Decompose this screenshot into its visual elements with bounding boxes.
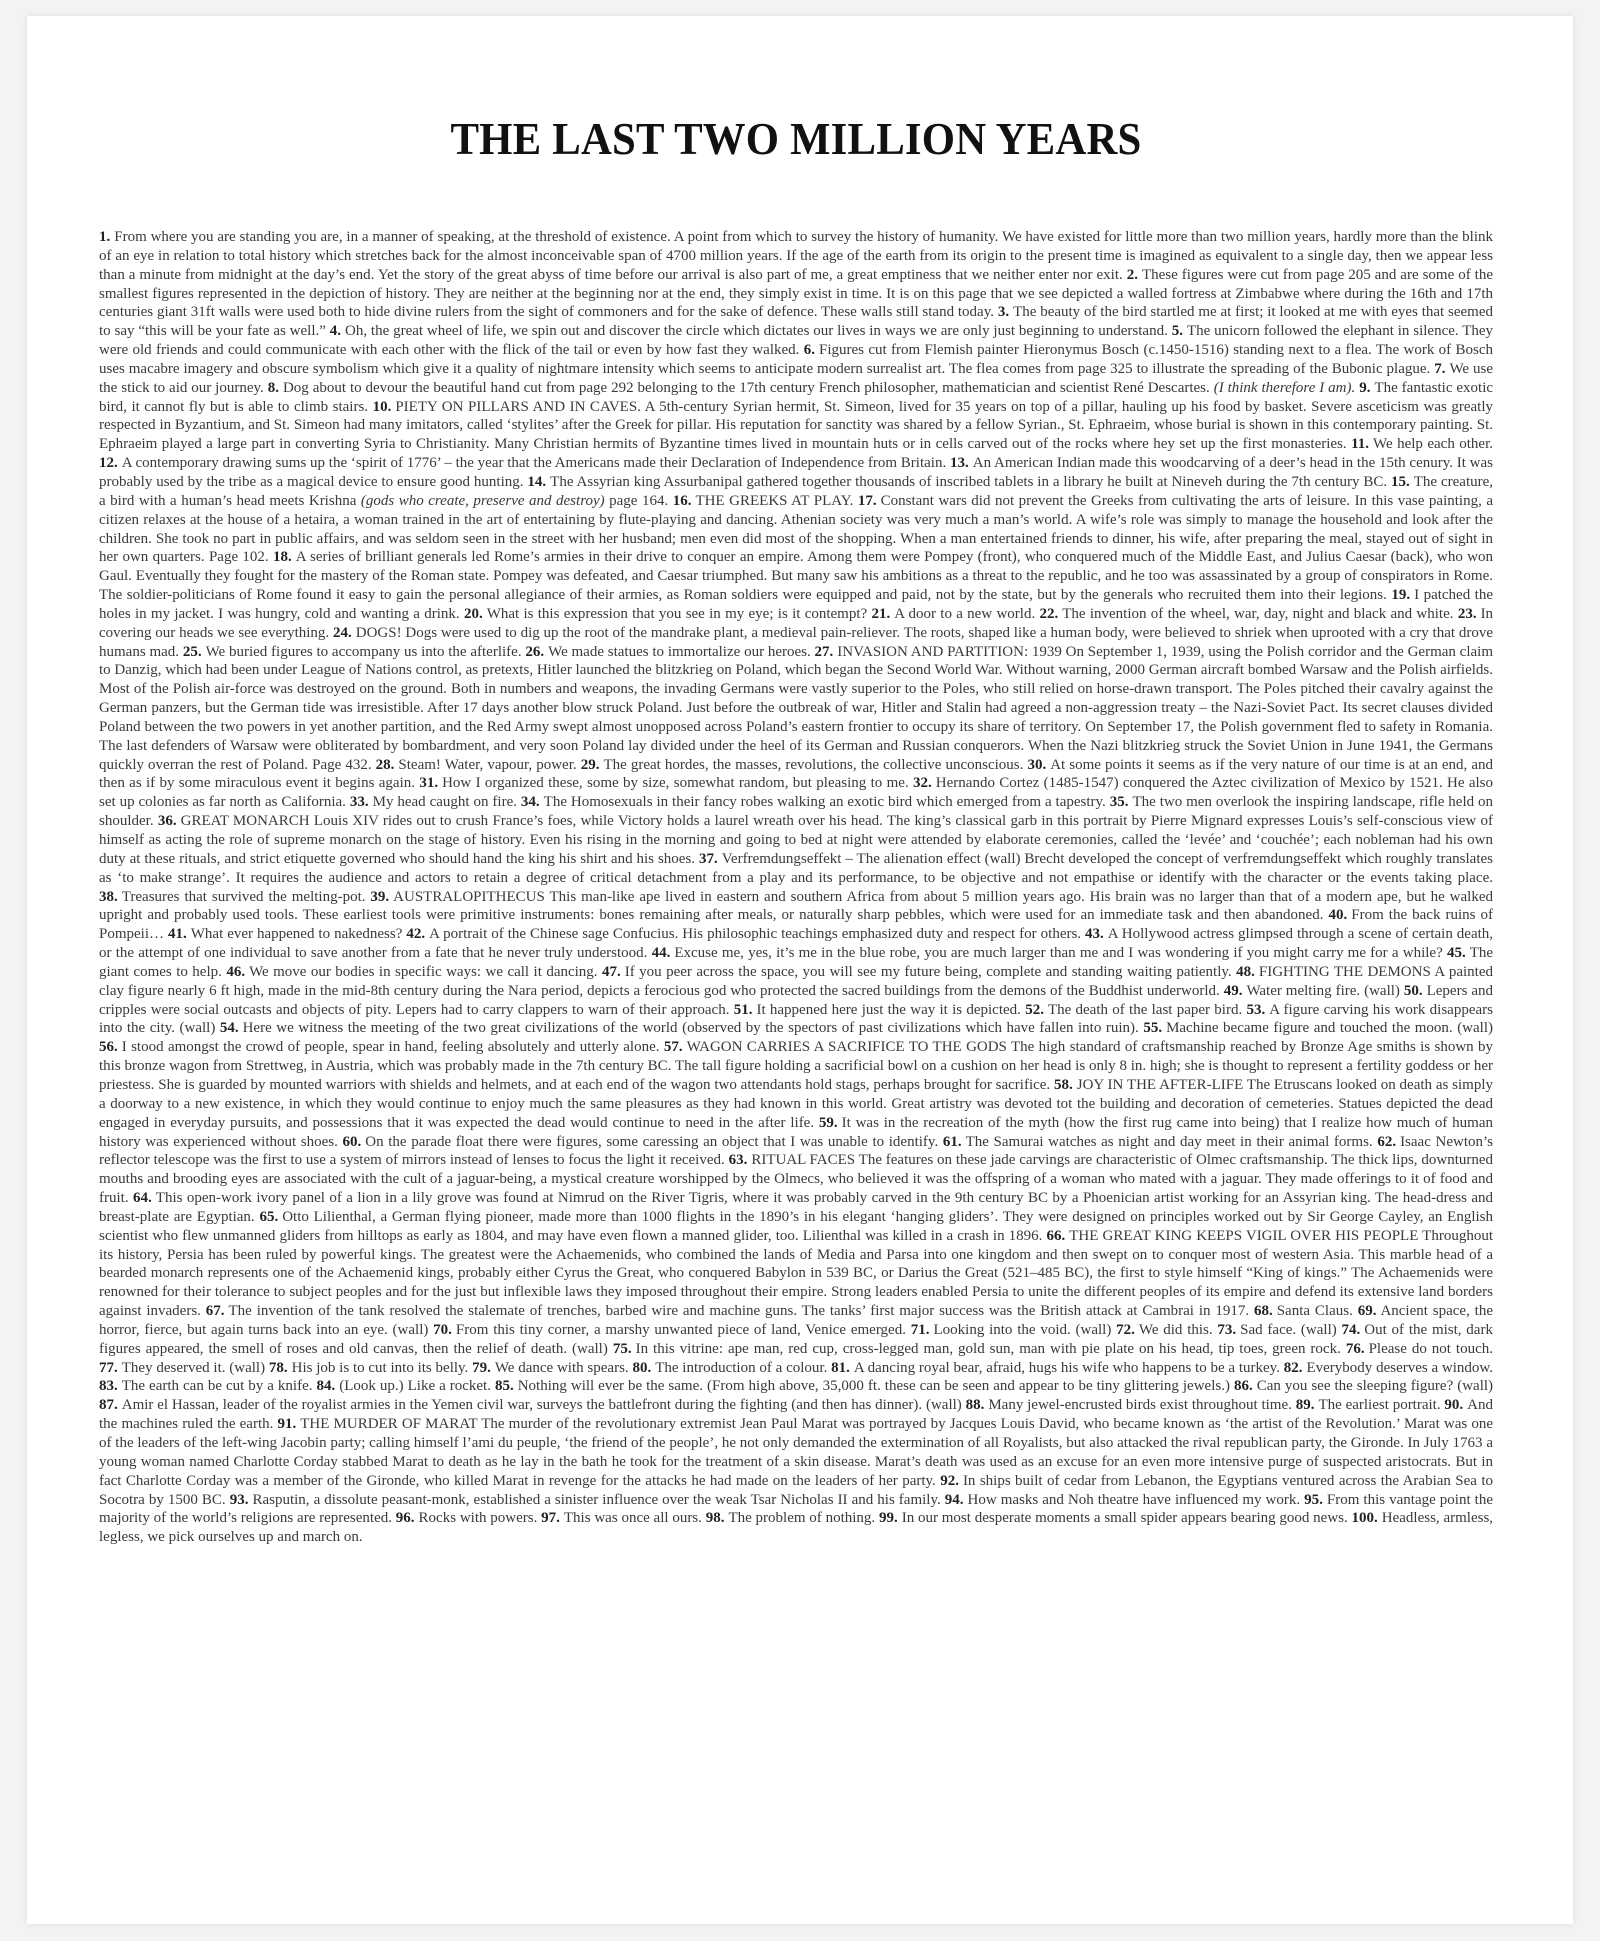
entry-text: Many jewel-encrusted birds exist throughout time. [988,1397,1292,1414]
entry-number: 39. [370,888,390,905]
entry-number: 90. [1444,1397,1464,1414]
text-entry [525,644,810,660]
entry-text: His job is to cut into its belly. [291,1359,469,1376]
entry-number: 75. [612,1340,632,1357]
entry-text: FIGHTING THE DEMONS A painted clay figure nearly 6 ft high, made in the mid-8th century during the Nara period, depicts a ferocious god who protected the sacred buildings from the demons of the Buddhist underworld. [99,963,1493,999]
entry-text: Figures cut from Flemish painter Hieronymus Bosch (c.1450-1516) standing next to a flea. The work of Bosch uses macabre imagery and obscure symbolism which give it a quality of nightmare intensity which seems to anticipate modern surrealist art. The flea comes from page 325 to illustrate the spreading of the Bubonic plague. [99,342,1493,377]
entry-number: 68. [1253,1303,1273,1320]
entry-number: 5. [1171,323,1183,340]
entry-text: In our most desperate moments a small spider appears bearing good news. [901,1510,1348,1527]
entry-tail-text: page 164. [609,492,669,509]
entry-text: The problem of nothing. [728,1510,876,1527]
entry-text: It was in the recreation of the myth (how the first rug came into being) that I realize how much of human history was experienced without shoes. [99,1114,1493,1150]
text-entry [99,1378,312,1394]
text-entry [168,926,402,942]
entry-text: The two men overlook the inspiring landscape, rifle held on shoulder. [99,794,1494,830]
entry-number: 97. [541,1510,560,1527]
entry-text: Water melting fire. (wall) [1246,982,1400,999]
entry-number: 20. [463,605,483,622]
entry-text: Constant wars did not prevent the Greeks from cultivating the arts of leisure. In this vase painting, a citizen relaxes at the house of a hetaira, a woman trained in the art of entertaining by flute-playing and dancing. Athenian society was very much a man’s world. A wife’s role was simply to manage the household and look after the children. She took no part in public affairs, and was seldom seen in the street with her husband; men even did most of the shopping. When a man entertained friends to dinner, his wife, after preparing the meal, stayed out of sight in her own quarters. Page 102. [99,492,1493,566]
entry-text: A contemporary drawing sums up the ‘spirit of 1776’ – the year that the Americans made their Declaration of Independence from Britain. [121,455,947,472]
entry-text: The earliest portrait. [1318,1397,1441,1414]
entry-text: Can you see the sleeping figure? (wall) [1256,1378,1494,1395]
entry-number: 10. [372,398,392,415]
entry-number: 21. [871,605,891,622]
entry-number: 100. [1351,1510,1378,1527]
text-entry [943,1134,1373,1150]
entry-number: 56. [99,1039,118,1056]
text-entry [495,1378,1230,1394]
entry-number: 95. [1304,1491,1323,1508]
text-entry [527,474,1387,490]
entry-number: 1. [99,229,111,245]
entry-text: In ships built of cedar from Lebanon, the Egyptians ventured across the Arabian Sea to Socotra by 1500 BC. [99,1472,1493,1508]
entry-number: 36. [157,813,177,830]
entry-text: Out of the mist, dark figures appeared, the smell of roses and old canvas, then the relief of death. (wall) [99,1321,1493,1357]
entry-text: They deserved it. (wall) [121,1359,266,1376]
text-entry [99,1397,962,1413]
text-entry [734,1002,1021,1018]
entry-text: At some points it seems as if the very nature of our time is at an end, and then as if by some miraculous event it begins again. [99,756,1494,792]
entry-number: 43. [1085,926,1104,943]
text-entry [1143,1020,1493,1036]
entry-text: Ancient space, the horror, fierce, but again turns back into an eye. (wall) [99,1303,1494,1338]
entry-number: 2. [1126,266,1138,283]
entry-number: 78. [268,1359,288,1376]
entry-number: 24. [333,624,352,641]
entry-text: In this vitrine: ape man, red cup, cross-legged man, gold sun, man with pie plate on his head, tip toes, green rock. [635,1340,1341,1357]
text-entry [220,1020,1139,1036]
entry-text: And the machines ruled the earth. [99,1397,1493,1433]
entry-number: 31. [419,775,439,792]
text-entry [879,1510,1348,1526]
text-entry [1284,1360,1493,1376]
entry-text: A portrait of the Chinese sage Confucius. His philosophic teachings emphasized duty and respect for others. [429,926,1082,943]
entry-number: 30. [1027,756,1047,773]
entry-text: What is this expression that you see in my eye; is it contempt? [486,605,868,622]
text-entry [602,964,1232,980]
entry-text: The invention of the tank resolved the stalemate of trenches, barbed wire and machine guns. The tanks’ first major success was the British attack at Cambrai in 1917. [228,1303,1250,1320]
entry-text: Headless, armless, legless, we pick ourselves up and march on. [99,1510,1494,1546]
entry-number: 28. [375,756,395,773]
entry-number: 54. [219,1020,239,1037]
entry-text: What ever happened to nakedness? [190,926,403,943]
entry-number: 89. [1295,1397,1315,1414]
entry-text: The creature, a bird with a human’s head meets Krishna [99,473,1494,509]
entry-number: 63. [728,1152,748,1169]
text-entry [581,757,1024,773]
text-entry [1224,983,1400,999]
entry-number: 32. [913,775,932,792]
entry-number: 61. [942,1133,962,1150]
text-entry [1217,1322,1336,1338]
entry-text: Looking into the void. (wall) [933,1321,1112,1338]
entry-number: 92. [940,1472,959,1489]
entry-text: A series of brilliant generals led Rome’s armies in their drive to conquer an empire. Among them were Pompey (front), who conquered much of the Middle East, and Julius Caesar (back), who won Gaul. Eventually they fought for the mastery of the Roman state. Pompey was defeated, and Caesar triumphed. But many saw his ambitions as a threat to the republic, and he too was assassinated by a group of conspirators in Rome. The soldier-politicians of Rome found it easy to gain the personal allegiance of their armies, as Roman soldiers were equipped and paid, not by the state, but by the generals who recruited them into their legions. [99,549,1493,604]
entry-number: 74. [1341,1321,1361,1338]
entry-number: 88. [965,1397,985,1414]
entry-text: A dancing royal bear, afraid, hugs his wife who happens to be a turkey. [853,1359,1280,1376]
entry-text: If you peer across the space, you will see my future being, complete and standing waiting patiently. [624,963,1232,980]
entry-text: Dog about to devour the beautiful hand cut from page 292 belonging to the 17th century French philosopher, mathematician and scientist René Descartes. [282,379,1210,396]
entry-number: 71. [910,1321,930,1338]
entry-text: Rasputin, a dissolute peasant-monk, established a sinister influence over the weak Tsar Nicholas II and his family. [252,1491,941,1508]
entry-text: This open-work ivory panel of a lion in a lily grove was found at Nimrud on the River Tigris, where it was probably carved in the 9th century BC by a Phoenician artist working for an Assyrian king. The head-dress and breast-plate are Egyptian. [99,1190,1494,1225]
entry-text: Oh, the great wheel of life, we spin out and discover the circle which dictates our lives in ways we are only just beginning to understand. [345,323,1168,340]
entry-number: 83. [99,1378,118,1395]
entry-text: The Homosexuals in their fancy robes walking an exotic bird which emerged from a tapestry. [543,794,1106,811]
page-title: THE LAST TWO MILLION YEARS [450,113,1142,164]
text-entry [945,1492,1300,1508]
text-entry [206,1303,1249,1319]
text-entry [433,1322,906,1338]
text-entry [1254,1303,1353,1319]
text-entry [1116,1322,1213,1338]
entry-text: From where you are standing you are, in a manner of speaking, at the threshold of existence. A point from which to survey the history of humanity. We have existed for little more than two million years, hardly more than the blink of an eye in relation to total history which stretches back for the almost inconceivable span of 4700 million years. If the age of the earth from its origin to the present time is imagined as equivalent to a single day, then we appear less than a minute from midnight at the day’s end. Yet the story of the great abyss of time before our arrival is also part of me, a great emptiness that we neither enter nor exit. [99,229,1493,283]
entry-number: 23. [1457,605,1477,622]
entry-number: 51. [733,1001,753,1018]
entry-text: The introduction of a colour. [655,1359,828,1376]
entry-text: I patched the holes in my jacket. I was hungry, cold and wanting a drink. [99,587,1494,622]
entry-text: From this vantage point the majority of the world’s religions are represented. [99,1491,1493,1527]
entry-number: 19. [1391,587,1411,604]
entry-number: 59. [818,1114,838,1131]
entry-number: 73. [1217,1321,1237,1338]
entry-text: A Hollywood actress glimpsed through a scene of certain death, or the attempt of one individual to save another from a fate that he never truly understood. [99,926,1494,962]
entry-text: JOY IN THE AFTER-LIFE The Etruscans looked on death as simply a doorway to a new existence, in which they would continue to enjoy much the same pleasures as they had known in this world. Great artistry was devoted tot the building and decoration of cemeteries. Statues depicted the dead engaged in everyday pursuits, and possessions that it was expected the dead would continue to need in the after life. [99,1076,1494,1131]
entry-text: Please do not touch. [1368,1340,1494,1357]
entry-number: 4. [329,323,341,340]
entry-number: 6. [803,342,816,359]
entry-text: Hernando Cortez (1485-1547) conquered the Aztec civilization of Mexico by 1521. He also set up colonies as far north as California. [99,775,1494,811]
entry-number: 85. [494,1378,514,1395]
entry-number: 22. [1039,605,1059,622]
entry-number: 49. [1223,982,1243,999]
entry-text: We buried figures to accompany us into the afterlife. [205,643,522,660]
entry-text: An American Indian made this woodcarving of a deer’s head in the 15th cenury. It was probably used by the tribe as a magical device to ensure good hunting. [99,455,1493,490]
entry-number: 86. [1233,1378,1253,1395]
text-entry [464,606,867,622]
entry-number: 76. [1345,1340,1365,1357]
text-entry [1351,436,1493,452]
text-entry [472,1360,629,1376]
entry-number: 91. [277,1416,297,1433]
text-entry [269,1360,468,1376]
entry-text: Steam! Water, vapour, power. [398,756,577,773]
entry-text: We move our bodies in specific ways: we call it dancing. [249,963,598,980]
entry-number: 98. [705,1510,725,1527]
text-entry [99,1039,660,1055]
text-entry [343,1134,939,1150]
entry-text: We use the stick to aid our journey. [99,360,1494,396]
text-entry [99,549,1493,603]
text-entry [419,775,908,791]
entry-number: 3. [997,304,1010,321]
entry-number: 11. [1351,436,1370,453]
entry-number: 25. [182,643,202,660]
entry-number: 15. [1391,473,1410,490]
entry-text: INVASION AND PARTITION: 1939 On September 1, 1939, using the Polish corridor and the German claim to Danzig, which had been under League of Nations control, as pretexts, Hitler launched the blitzkrieg on Poland, which began the Second World War. Without warning, 2000 German aircraft bombed Warsaw and the Polish airfields. Most of the Polish air-force was destroyed on the ground. Both in numbers and weapons, the invading Germans were vastly superior to the Poles, who still relied on horse-drawn transport. The Poles pitched their cavalry against the German panzers, but the German tide was irresistible. After 17 days another blow struck Poland. Just before the outbreak of war, Hitler and Stalin had agreed a non-aggression treaty – the Nazi-Soviet Pact. Its secret clauses divided Poland between the two powers in yet another partition, and the Red Army swept almost unopposed across Poland’s eastern frontier to occupy its share of territory. On September 17, the Polish government fled to safety in Romania. The last defenders of Warsaw were obliterated by bombardment, and very soon Poland lay divided under the heel of its German and Russian conquerors. When the Nazi blitzkrieg struck the Soviet Union in June 1941, the Germans quickly overran the rest of Poland. Page 432. [99,643,1494,773]
text-entry [652,945,1443,961]
entry-text: Verfremdungseffekt – The alienation effect (wall) Brecht developed the concept of verfremdungseffekt which roughly translates as ‘to make strange’. It requires the audience and actors to retain a degree of critical detachment from a play and its performance, to be objective and not empathise or identify with the character or the events taking place. [99,850,1494,886]
entry-number: 93. [229,1491,249,1508]
entry-number: 55. [1143,1020,1163,1037]
text-entry [1040,606,1454,622]
text-entry [376,757,577,773]
entry-text: Nothing will ever be the same. (From high above, 35,000 ft. these can be seen and appear to be tiny glittering jewels.) [517,1378,1230,1395]
entry-number: 57. [663,1039,683,1056]
text-entry [1346,1341,1493,1357]
text-entry [99,455,946,471]
entry-text: RITUAL FACES The features on these jade carvings are characteristic of Olmec craftsmanship. The thick lips, downturned mouths and brooding eyes are associated with the cult of a jaguar-being, a mystical creature worshipped by the Olmecs, who believed it was the offspring of a woman who mated with a jaguar. They made offerings to it of food and fruit. [99,1152,1494,1207]
entry-text: We dance with spears. [494,1359,629,1376]
entry-text: A figure carving his work disappears into the city. (wall) [99,1001,1493,1037]
entry-number: 13. [949,455,969,472]
entry-number: 17. [857,492,877,509]
entry-number: 18. [272,549,292,566]
entry-number: 58. [1054,1076,1073,1093]
entry-text: GREAT MONARCH Louis XIV rides out to crush France’s foes, while Victory holds a laurel wreath over his head. The king’s classical garb in this portrait by Pierre Mignard expresses Louis’s self-conscious view of himself as acting the role of supreme monarch on the stage of history. Even his rising in the morning and going to bed at night were attended by elaborate ceremonies, called the ‘levée’ and ‘couchée’; each nobleman had his own duty at these rituals, and strict etiquette governed who should hand the king his shirt and his shoes. [99,813,1493,867]
document-page [27,16,1573,1924]
entry-number: 29. [580,756,600,773]
text-entry [521,794,1106,810]
entry-text: Santa Claus. [1276,1303,1353,1320]
entry-number: 70. [433,1321,452,1338]
entry-number: 34. [520,794,540,811]
entry-text: Lepers and cripples were social outcasts and objects of pity. Lepers had to carry clappers to warn of their approach. [99,982,1493,1018]
entry-text: Treasures that survived the melting-pot. [121,888,366,905]
entry-number: 62. [1377,1133,1397,1150]
entry-text: We help each other. [1373,436,1493,453]
text-entry [230,1492,941,1508]
entry-text: The giant comes to help. [99,945,1494,980]
entry-text: Here we witness the meeting of the two great civilizations of the world (observed by the spectors of past civilizations which have fallen into ruin). [242,1020,1139,1037]
entry-text: The death of the last paper bird. [1047,1001,1243,1018]
entry-text: (Look up.) Like a rocket. [339,1378,491,1395]
entry-number: 80. [632,1359,652,1376]
entry-text: Excuse me, yes, it’s me in the blue robe, you are much larger than me and I was wondering if you might carry me for a while? [674,945,1443,962]
entry-number: 47. [601,963,621,980]
entry-number: 67. [205,1303,225,1320]
entry-text: Machine became figure and touched the moon. (wall) [1166,1020,1494,1037]
entry-number: 12. [99,455,118,472]
text-entry [99,889,365,905]
entry-number: 65. [259,1208,279,1225]
entry-number: 77. [99,1359,118,1376]
entry-text: How masks and Noh theatre have influenced my work. [967,1491,1301,1508]
entry-number: 38. [99,888,118,905]
entry-number: 27. [814,643,834,660]
entry-number: 44. [651,945,671,962]
entry-number: 46. [226,963,246,980]
entry-number: 79. [472,1359,491,1376]
entry-number: 52. [1025,1001,1044,1018]
entry-text: A door to a new world. [894,605,1036,622]
entry-number: 33. [349,794,369,811]
entry-text: PIETY ON PILLARS AND IN CAVES. A 5th-century Syrian hermit, St. Simeon, lived for 35 years on top of a pillar, hauling up his food by basket. Severe asceticism was greatly respected in Byzantium, and St. Simeon had many imitators, called ‘stylites’ after the Greek for pillar. His reputation for sanctity was shared by a fellow Syrian., St. Ephraeim, whose burial is shown in this contemporary painting. St. Ephraeim played a large part in converting Syria to Christianity. Many Christian hermits of Byzantine times lived in mountain huts or in cells carved out of the rocks where hey set up the first monasteries. [99,398,1493,453]
entry-text: AUSTRALOPITHECUS This man-like ape lived in eastern and southern Africa from about 5 million years ago. His brain was no larger than that of a modern ape, but he walked upright and probably used tools. These earliest tools were primitive instruments: bones remaining after meals, or naturally sharp pebbles, which were used for an immediate task and then abandoned. [99,888,1493,924]
entry-text: We did this. [1138,1321,1213,1338]
text-entry [541,1510,702,1526]
entry-number: 94. [944,1491,964,1508]
text-entry [706,1510,875,1526]
entry-text: THE MURDER OF MARAT The murder of the revolutionary extremist Jean Paul Marat was portrayed by Jacques Louis David, who became known as ‘the artist of the Revolution.’ Marat was one of the leaders of the left-wing Jacobin party; calling himself l’ami du peuple, ‘the friend of the people’, he not only demanded the extermination of all Royalists, but also attacked the rival republican party, the Gironde. In July 1763 a young woman named Charlotte Corday stabbed Marat to death as he lay in the bath he took for the treatment of a skin disease. Marat’s death was used as an excuse for an even more intensive purge of suspected aristocrats. But in fact Charlotte Corday was a member of the Gironde, who killed Marat in revenge for the attacks he had made on the leaders of her party. [99,1416,1493,1489]
text-entry [350,794,517,810]
entry-text: We made statues to immortalize our heroes. [548,643,811,660]
entry-number: 53. [1246,1001,1266,1018]
text-entry [396,1510,538,1526]
entry-number: 99. [878,1510,898,1527]
entry-number: 9. [1359,379,1371,396]
entry-text: The earth can be cut by a knife. [121,1378,313,1395]
text-entry [632,1360,827,1376]
entry-text: The beauty of the bird startled me at first; it looked at me with eyes that seemed to say “this will be your fate as well.” [99,304,1493,340]
entry-number: 66. [1046,1227,1066,1244]
entry-number: 72. [1116,1321,1135,1338]
entry-text: My head caught on fire. [372,794,517,811]
entry-number: 84. [316,1378,336,1395]
text-entry [831,1360,1280,1376]
entry-number: 7. [1434,360,1446,377]
entry-text: The invention of the wheel, war, day, night and black and white. [1062,605,1454,622]
entry-text: Rocks with powers. [418,1510,538,1527]
text-entry [1234,1378,1493,1394]
entry-number: 81. [831,1359,850,1376]
entry-number: 82. [1283,1359,1303,1376]
entry-number: 42. [406,926,426,943]
entry-number: 41. [168,926,187,943]
text-entry [966,1397,1292,1413]
entry-text: THE GREEKS AT PLAY. [695,492,854,509]
numbered-text-body [99,228,1493,1547]
entry-number: 14. [527,473,547,490]
text-entry [673,493,854,509]
entry-number: 60. [342,1133,362,1150]
entry-text: The Assyrian king Assurbanipal gathered together thousands of inscribed tablets in a library he built at Nineveh during the 7th century BC. [550,473,1388,490]
text-entry [316,1378,490,1394]
text-entry [871,606,1035,622]
entry-text: The Samurai watches as night and day meet in their animal forms. [965,1133,1373,1150]
entry-italic-text: (I think therefore I am). [1213,379,1356,396]
entry-number: 16. [672,492,692,509]
text-entry [911,1322,1112,1338]
entry-text: In covering our heads we see everything. [99,605,1494,641]
entry-text: It happened here just the way it is depicted. [756,1001,1021,1018]
text-entry [406,926,1081,942]
text-entry [226,964,597,980]
text-entry [99,1360,265,1376]
entry-text: THE GREAT KING KEEPS VIGIL OVER HIS PEOPLE Throughout its history, Persia has been ruled by powerful kings. The greatest were the Achaemenids, who combined the lands of Media and Parsa into one kingdom and then swept on to conquer most of western Asia. This marble head of a bearded monarch represents one of the Achaemenid kings, probably either Cyrus the Great, who conquered Babylon in 539 BC, or Darius the Great (521–485 BC), the first to style himself “King of kings.” The Achaemenids were renowned for their tolerance to subject peoples and for the just but inflexible laws they imposed throughout their empire. Strong leaders enabled Persia to unite the different peoples of its empire and defend its extensive land borders against invaders. [99,1227,1493,1320]
entry-text: DOGS! Dogs were used to dig up the root of the mandrake plant, a medieval pain-reliever. The roots, shaped like a human body, were believed to shriek when uprooted with a cry that drove humans mad. [99,624,1493,660]
entry-text: WAGON CARRIES A SACRIFICE TO THE GODS The high standard of craftsmanship reached by Bronze Age smiths is shown by this bronze wagon from Strettweg, in Austria, which was probably made in the 7th century BC. The tall figure holding a sacrificial bowl on a cushion on her head is only 8 in. high; she is thought to represent a fertility goddess or her priestess. She is guarded by mounted warriors with shields and helmets, and at each end of the wagon two attendants hold stags, perhaps brought for sacrifice. [99,1039,1494,1093]
text-entry [99,644,1493,773]
entry-text: Isaac Newton’s reflector telescope was the first to use a system of mirrors instead of lenses to focus the light it received. [99,1133,1493,1169]
text-entry [268,380,1356,396]
entry-text: Otto Lilienthal, a German flying pioneer, made more than 1000 flights in the 1890’s in his elegant ‘hanging gliders’. They were designed on principles worked out by Sir George Cayley, an English scientist who flew unmanned gliders from hilltops as early as 1804, and may have even flown a manned glider, too. Lilienthal was killed in a crash in 1896. [99,1208,1493,1244]
text-entry [183,644,522,660]
entry-number: 40. [1328,907,1348,924]
entry-number: 87. [99,1397,118,1414]
entry-number: 37. [699,850,718,867]
entry-number: 26. [525,643,545,660]
text-entry [1025,1002,1242,1018]
entry-number: 35. [1109,794,1129,811]
text-entry [1296,1397,1441,1413]
entry-text: Amir el Hassan, leader of the royalist armies in the Yemen civil war, surveys the battlefront during the fighting (and then has dinner). (wall) [121,1397,962,1414]
entry-text: The unicorn followed the elephant in silence. They were old friends and could communicate with each other with the flick of the tail or even by how fast they walked. [99,323,1494,359]
entry-number: 48. [1236,963,1255,980]
text-entry [613,1341,1341,1357]
entry-text: Everybody deserves a window. [1306,1359,1494,1376]
entry-text: From the back ruins of Pompeii… [99,907,1494,943]
entry-text: The fantastic exotic bird, it cannot fly but is able to climb stairs. [99,379,1494,415]
entry-number: 96. [395,1510,415,1527]
entry-text: The great hordes, the masses, revolutions, the collective unconscious. [603,756,1024,773]
entry-number: 50. [1403,982,1423,999]
entry-text: How I organized these, some by size, somewhat random, but pleasing to me. [442,775,909,792]
entry-number: 8. [267,379,279,396]
entry-number: 64. [133,1190,152,1207]
entry-number: 45. [1446,945,1466,962]
entry-text: This was once all ours. [563,1510,702,1527]
text-entry [330,323,1168,339]
entry-italic-text: (gods who create, preserve and destroy) [360,492,605,509]
entry-text: These figures were cut from page 205 and are some of the smallest figures represented in the depiction of history. They are neither at the beginning nor at the end, they simply exist in time. It is on this page that we see depicted a walled fortress at Zimbabwe where during the 16th and 17th centuries giant 31ft walls were used both to hide divine rulers from the sight of commoners and for the sake of defence. These walls still stand today. [99,266,1493,321]
entry-text: I stood amongst the crowd of people, spear in hand, feeling absolutely and utterly alone. [121,1039,660,1056]
entry-number: 69. [1357,1303,1377,1320]
entry-text: On the parade float there were figures, some caressing an object that I was unable to identify. [365,1133,939,1150]
entry-text: Sad face. (wall) [1240,1321,1337,1338]
entry-text: From this tiny corner, a marshy unwanted piece of land, Venice emerged. [455,1321,906,1338]
